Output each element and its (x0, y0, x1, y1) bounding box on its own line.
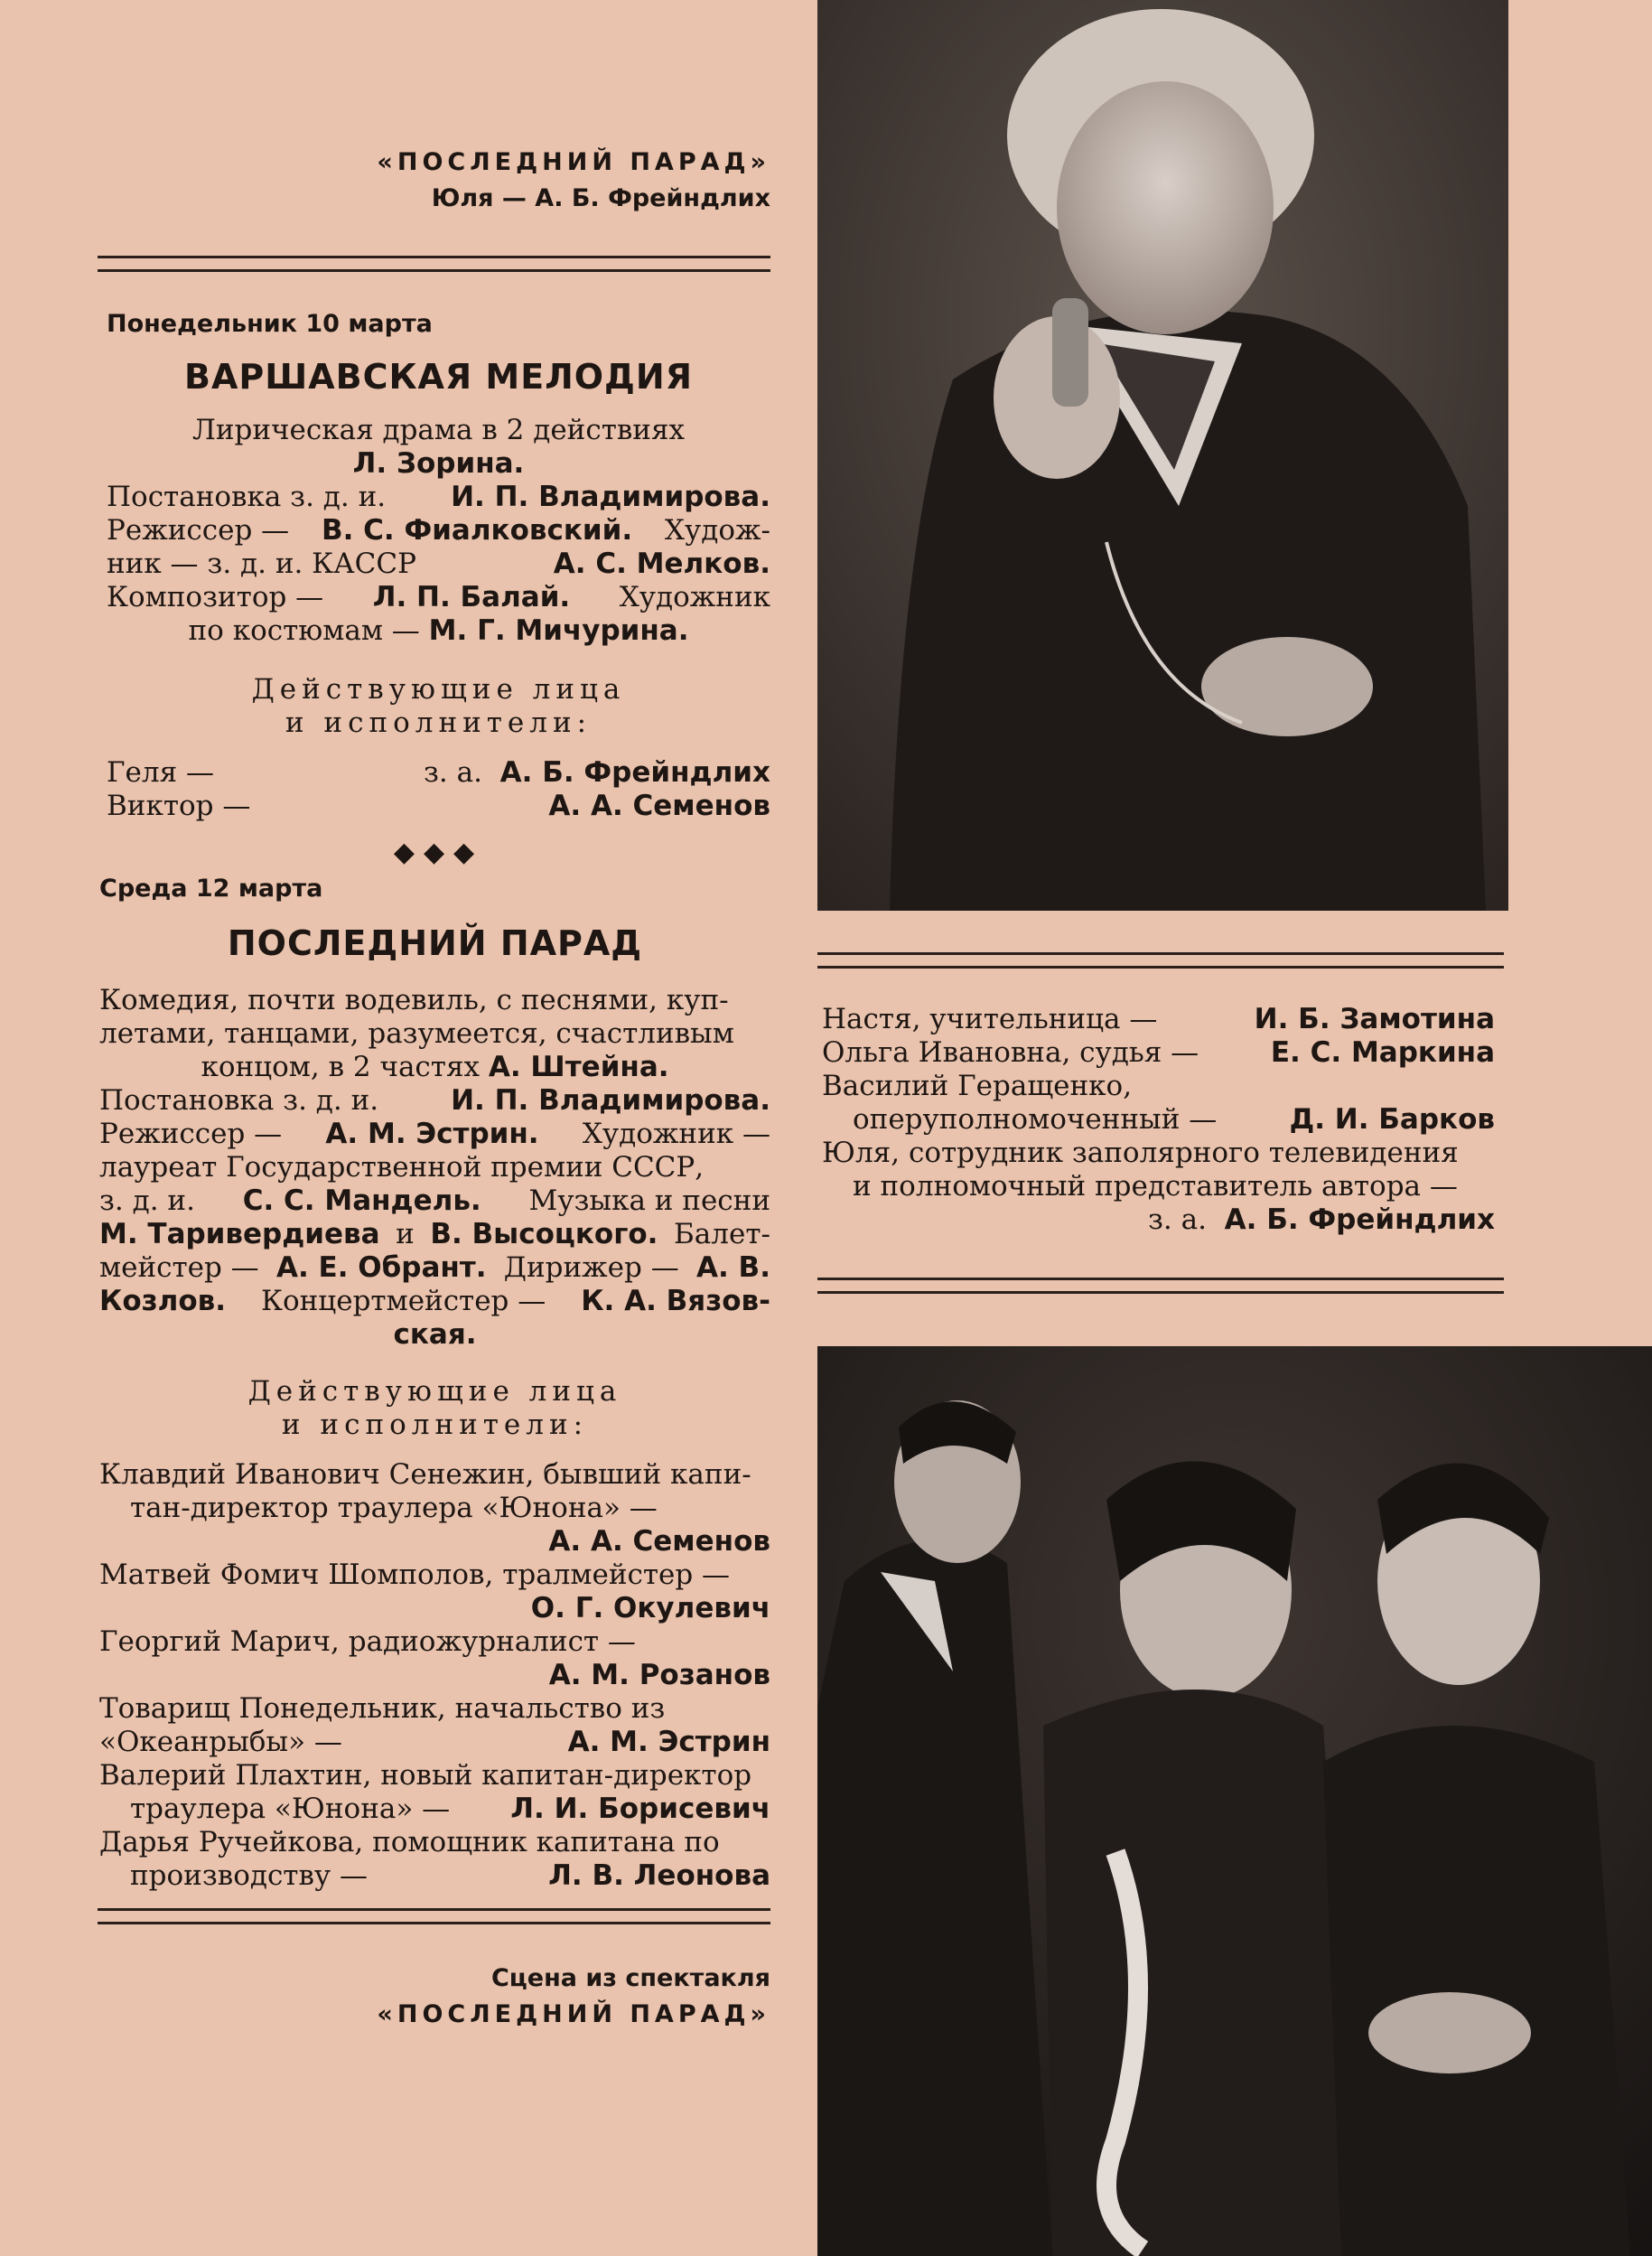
cast-entry: Матвей Фомич Шомполов, тралмейстер — О. Г. Окулевич (99, 1559, 770, 1624)
credit-line: Режиссер — А. М. Эстрин. Художник — (99, 1118, 770, 1150)
cast-entry: Георгий Марич, радиожурналист — А. М. Розанов (99, 1625, 770, 1691)
show-description: Комедия, почти водевиль, с песнями, куп- летами, танцами, разумеется, счастливым концом, в 2 частях А. Штейна. (99, 984, 734, 1083)
cast-row: Ольга Ивановна, судья — Е. С. Маркина (822, 1036, 1495, 1069)
cast-entry: Клавдий Иванович Сенежин, бывший капи- тан-директор траулера «Юнона» — А. А. Семенов (99, 1458, 770, 1558)
cast-row: и полномочный представитель автора — (853, 1170, 1458, 1203)
cast-row: Виктор — А. А. Семенов (107, 790, 770, 822)
show-date: Понедельник 10 марта (107, 310, 433, 338)
divider-rule (817, 952, 1504, 969)
show-title: ПОСЛЕДНИЙ ПАРАД (227, 923, 643, 963)
scene-photo (817, 1346, 1652, 2256)
credit-line: М. Таривердиева и В. Высоцкого. Балет- (99, 1218, 770, 1250)
credit-line: Композитор — Л. П. Балай. Художник (107, 581, 770, 613)
credits (107, 481, 770, 648)
section-separator: ◆◆◆ (393, 837, 484, 868)
credit-line: ник — з. д. и. КАССР А. С. Мелков. (107, 548, 770, 580)
cast-entry: Товарищ Понедельник, начальство из «Океанрыбы» — А. М. Эстрин (99, 1692, 770, 1758)
credit-line: ская. (393, 1318, 477, 1351)
show-date: Среда 12 марта (99, 875, 323, 903)
divider-rule (817, 1278, 1504, 1294)
cast-row: з. а. А. Б. Фрейндлих (1148, 1203, 1495, 1236)
credit-line: Козлов. Концертмейстер — К. А. Вязов- (99, 1285, 770, 1317)
divider-rule (98, 1908, 770, 1924)
credit-line: лауреат Государственной премии СССР, (99, 1151, 705, 1184)
credit-line: Постановка з. д. и. И. П. Владимирова. (107, 481, 770, 513)
cast-heading: и исполнители: (281, 1409, 589, 1441)
actress-photo (817, 0, 1508, 911)
show-title: ВАРШАВСКАЯ МЕЛОДИЯ (184, 357, 693, 397)
credit-line: Режиссер — В. С. Фиалковский. Худож- (107, 514, 770, 547)
top-photo-caption (377, 145, 770, 217)
show-genre: Лирическая драма в 2 действиях (191, 414, 685, 446)
caption-subtitle: Юля — А. Б. Фрейндлих (431, 184, 770, 212)
cast-row: Геля — з. а. А. Б. Фрейндлих (107, 756, 770, 789)
cast-row: Василий Геращенко, (822, 1070, 1133, 1102)
caption-subtitle: «ПОСЛЕДНИЙ ПАРАД» (377, 2000, 770, 2028)
cast-row: оперуполномоченный — Д. И. Барков (853, 1103, 1495, 1136)
cast-continuation (822, 1003, 1495, 1237)
show-warsaw-melody (107, 307, 770, 869)
cast-list (99, 1458, 770, 1893)
credit-line: мейстер — А. Е. Обрант. Дирижер — А. В. (99, 1251, 770, 1284)
cast-row: Юля, сотрудник заполярного телевидения (822, 1137, 1459, 1169)
caption-title: «ПОСЛЕДНИЙ ПАРАД» (377, 148, 770, 176)
cast-heading: и исполнители: (285, 707, 593, 739)
cast-heading: Действующие лица (251, 673, 626, 706)
show-last-parade (99, 872, 770, 1893)
divider-rule (98, 256, 770, 272)
credit-line: Постановка з. д. и. И. П. Владимирова. (99, 1084, 770, 1117)
cast-heading: Действующие лица (247, 1375, 622, 1408)
credits (99, 1084, 770, 1352)
scene-photo-illustration (817, 1346, 1652, 2256)
show-author: Л. Зорина. (352, 447, 525, 480)
caption-title: Сцена из спектакля (490, 1964, 770, 1992)
credit-line: по костюмам — М. Г. Мичурина. (188, 614, 689, 647)
cast-entry: Дарья Ручейкова, помощник капитана по производству — Л. В. Леонова (99, 1826, 770, 1892)
bottom-photo-caption (377, 1961, 770, 2033)
credit-line: з. д. и. С. С. Мандель. Музыка и песни (99, 1184, 770, 1217)
cast-entry: Валерий Плахтин, новый капитан-директор траулера «Юнона» — Л. И. Борисевич (99, 1759, 770, 1825)
actress-photo-illustration (817, 0, 1508, 911)
cast-row: Настя, учительница — И. Б. Замотина (822, 1003, 1495, 1035)
